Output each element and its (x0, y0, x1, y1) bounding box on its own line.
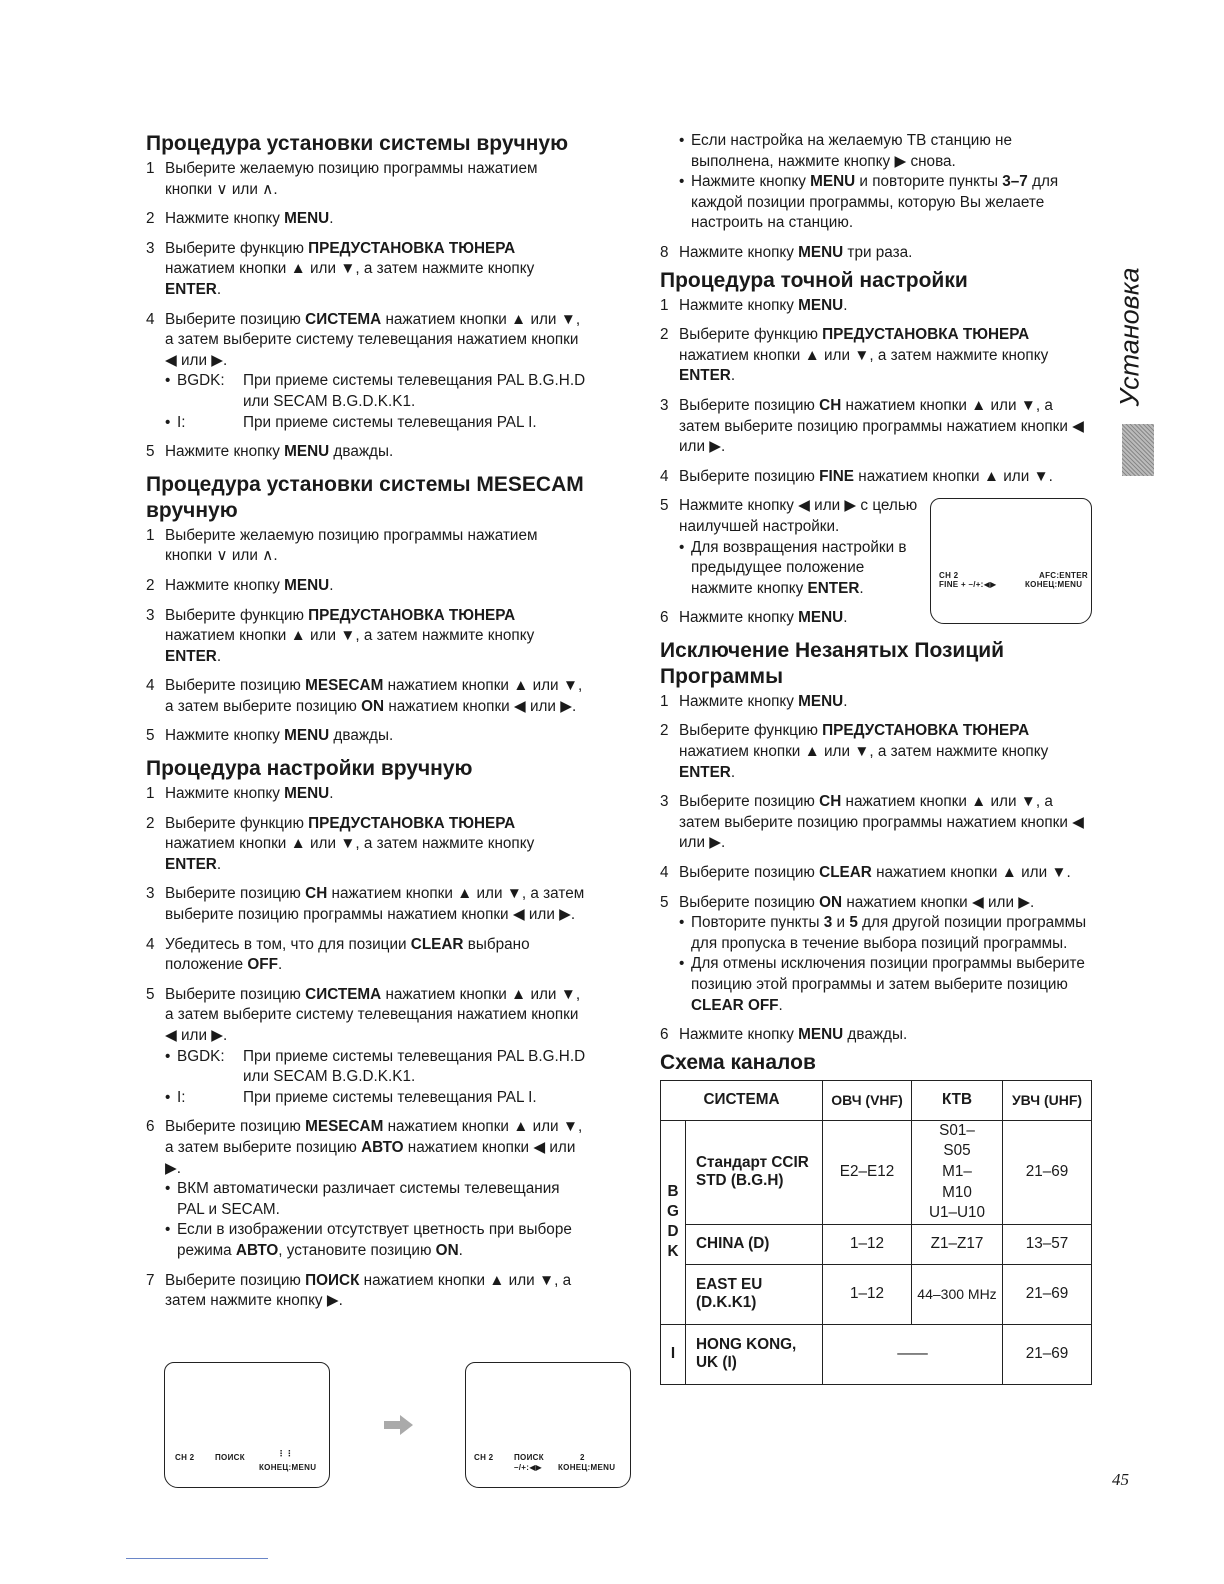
list-item: 4 Выберите позицию CLEAR нажатием кнопки ▲ или ▼. (660, 864, 1071, 882)
page-number: 45 (1112, 1470, 1129, 1489)
list-item: 1 Нажмите кнопку MENU. (146, 785, 334, 803)
system-note-bgdk: • BGDK: При приеме системы телевещания PAL B.G.H.D или SECAM B.G.D.K.K1. (165, 1047, 586, 1088)
section-tab: Установка (1114, 267, 1145, 407)
list-item: 5 Нажмите кнопку MENU дважды. (146, 443, 394, 461)
list-item: 3 Выберите позицию CH нажатием кнопки ▲ или ▼, а затем выберите позицию программы нажатием кнопки ◀ или ▶. (660, 396, 1084, 456)
list-item: 4 Выберите позицию СИСТЕМА нажатием кнопки ▲ или ▼, а затем выберите систему телевещания нажатием кнопки ◀ или ▶. • BGDK: При приеме системы телевещания PAL B.G.H.D или SECAM B.G.D.K.K1. • I: При приеме системы телевещания PAL I. (146, 310, 586, 434)
note-repeat: • Нажмите кнопку MENU и повторите пункты 3–7 для каждой позиции программы, которую Вы желаете настроить на станцию. (679, 172, 1092, 234)
system-note-bgdk: • BGDK: При приеме системы телевещания PAL B.G.H.D или SECAM B.G.D.K.K1. (165, 371, 586, 412)
list-item: 2 Выберите функцию ПРЕДУСТАНОВКА ТЮНЕРА нажатием кнопки ▲ или ▼, а затем нажмите кнопку ENTER. (146, 814, 535, 873)
section-title-manual-tuning: Процедура настройки вручную (146, 757, 473, 781)
tv-screen-fine: CH 2 AFC:ENTER FINE + –/+:◀▶ КОНЕЦ:MENU (930, 498, 1092, 624)
table-row: EAST EU (D.K.K1) 1–12 44–300 MHz 21–69 (661, 1264, 1092, 1324)
list-item: 2 Нажмите кнопку MENU. (146, 576, 334, 594)
manual-tuning-steps (146, 784, 586, 1312)
tv-screen-search-start: CH 2 ПОИСК ⋮⋮ КОНЕЦ:MENU (164, 1362, 330, 1488)
list-item: 6 Нажмите кнопку MENU. (660, 609, 848, 627)
group-label-bgdk: B G D K (661, 1120, 686, 1324)
list-item: 3 Выберите позицию CH нажатием кнопки ▲ или ▼, а затем выберите позицию программы нажатием кнопки ◀ или ▶. (660, 793, 1084, 852)
section-title-channel-chart: Схема каналов (660, 1050, 816, 1074)
list-item: 8 Нажмите кнопку MENU три раза. (660, 243, 913, 261)
group-label-i: I (661, 1324, 686, 1384)
list-item: 2 Выберите функцию ПРЕДУСТАНОВКА ТЮНЕРА нажатием кнопки ▲ или ▼, а затем нажмите кнопку ENTER. (660, 326, 1049, 385)
list-item: 5 Нажмите кнопку ◀ или ▶ с целью наилучшей настройки. • Для возвращения настройки в предыдущее положение нажмите кнопку ENTER. (660, 496, 929, 599)
system-note-i: • I: При приеме системы телевещания PAL I. (165, 413, 586, 434)
list-item: 1 Выберите желаемую позицию программы нажатием кнопки ∨ или ∧. (146, 526, 538, 565)
arrow-right-icon (384, 1414, 414, 1436)
note-no-color: • Если в изображении отсутствует цветность при выборе режима АВТО, установите позицию ON. (165, 1220, 586, 1261)
spinner-icon: ⋮⋮ (277, 1449, 294, 1458)
list-item: 4 Выберите позицию MESECAM нажатием кнопки ▲ или ▼, а затем выберите позицию ON нажатием кнопки ◀ или ▶. (146, 677, 583, 715)
list-item: 4 Выберите позицию FINE нажатием кнопки ▲ или ▼. (660, 467, 1053, 485)
tab-marker (1122, 424, 1154, 476)
list-item: 5 Выберите позицию СИСТЕМА нажатием кнопки ▲ или ▼, а затем выберите систему телевещания нажатием кнопки ◀ или ▶. • BGDK: При приеме системы телевещания PAL B.G.H.D или SECAM B.G.D.K.K1. • I: При приеме системы телевещания PAL I. (146, 985, 586, 1109)
divider (126, 1558, 268, 1559)
table-header: КТВ (912, 1080, 1003, 1120)
list-item: 3 Выберите функцию ПРЕДУСТАНОВКА ТЮНЕРА нажатием кнопки ▲ или ▼, а затем нажмите кнопку ENTER. (146, 239, 535, 298)
table-row: B G D K Стандарт CCIR STD (B.G.H) E2–E12 S01–S05 M1–M10 U1–U10 21–69 (661, 1120, 1092, 1224)
note-auto-detect: • ВКМ автоматически различает системы телевещания PAL и SECAM. (165, 1179, 586, 1220)
manual-system-steps (146, 159, 586, 463)
note-return-setting: • Для возвращения настройки в предыдущее положение нажмите кнопку ENTER. (679, 538, 929, 600)
system-note-i: • I: При приеме системы телевещания PAL I. (165, 1088, 586, 1109)
skip-positions-steps (660, 692, 1092, 1046)
list-item: 4 Убедитесь в том, что для позиции CLEAR выбрано положение OFF. (146, 935, 530, 974)
note-repeat-skip: • Повторите пункты 3 и 5 для другой позиции программы для пропуска в течение выбора позиций программы. (679, 913, 1092, 954)
table-row: CHINA (D) 1–12 Z1–Z17 13–57 (661, 1224, 1092, 1264)
list-item: 1 Нажмите кнопку MENU. (660, 692, 848, 710)
list-item: 2 Выберите функцию ПРЕДУСТАНОВКА ТЮНЕРА нажатием кнопки ▲ или ▼, а затем нажмите кнопку ENTER. (660, 722, 1049, 781)
list-item: 7 Выберите позицию ПОИСК нажатием кнопки ▲ или ▼, а затем нажмите кнопку ▶. (146, 1271, 572, 1310)
table-header: УВЧ (UHF) (1003, 1080, 1092, 1120)
list-item: 6 Выберите позицию MESECAM нажатием кнопки ▲ или ▼, а затем выберите позицию АВТО нажатием кнопки ◀ или ▶. • ВКМ автоматически различает системы телевещания PAL и SECAM. • Если в изображении отсутствует цветность при выборе режима АВТО, установите позицию ON. (146, 1117, 586, 1261)
list-item: 3 Выберите функцию ПРЕДУСТАНОВКА ТЮНЕРА нажатием кнопки ▲ или ▼, а затем нажмите кнопку ENTER. (146, 606, 535, 665)
list-item: 2 Нажмите кнопку MENU. (146, 210, 334, 228)
list-item: 1 Выберите желаемую позицию программы нажатием кнопки ∨ или ∧. (146, 160, 538, 198)
left-column (146, 131, 586, 1321)
mesecam-steps (146, 526, 586, 747)
list-item: 1 Нажмите кнопку MENU. (660, 296, 848, 314)
table-header: СИСТЕМА (661, 1080, 823, 1120)
list-item: 3 Выберите позицию CH нажатием кнопки ▲ или ▼, а затем выберите позицию программы нажатием кнопки ◀ или ▶. (146, 885, 585, 924)
table-header: ОВЧ (VHF) (823, 1080, 912, 1120)
channel-table (660, 1080, 1092, 1385)
note-cancel-skip: • Для отмены исключения позиции программы выберите позицию этой программы и затем выберите позицию CLEAR OFF. (679, 954, 1092, 1016)
list-item: 6 Нажмите кнопку MENU дважды. (660, 1026, 908, 1044)
table-row: I HONG KONG, UK (I) —— 21–69 (661, 1324, 1092, 1384)
tv-screen-search-found: CH 2 ПОИСК 2 –/+:◀▶ КОНЕЦ:MENU (465, 1362, 631, 1488)
right-column (660, 131, 1092, 1385)
note-retry: • Если настройка на желаемую ТВ станцию не выполнена, нажмите кнопку ▶ снова. (679, 131, 1092, 172)
list-item: 5 Нажмите кнопку MENU дважды. (146, 727, 394, 745)
section-title-skip-positions: Исключение Незанятых Позиций Программы (660, 638, 1005, 688)
section-title-fine-tuning: Процедура точной настройки (660, 268, 968, 292)
section-title-mesecam: Процедура установки системы MESECAM вручную (146, 472, 584, 522)
section-title-manual-system: Процедура установки системы вручную (146, 132, 569, 155)
list-item: 5 Выберите позицию ON нажатием кнопки ◀ или ▶. • Повторите пункты 3 и 5 для другой позиции программы для пропуска в течение выбора позиций программы. • Для отмены исключения позиции программы выберите позицию этой программы и затем выберите позицию CLEAR OFF. (660, 893, 1092, 1017)
